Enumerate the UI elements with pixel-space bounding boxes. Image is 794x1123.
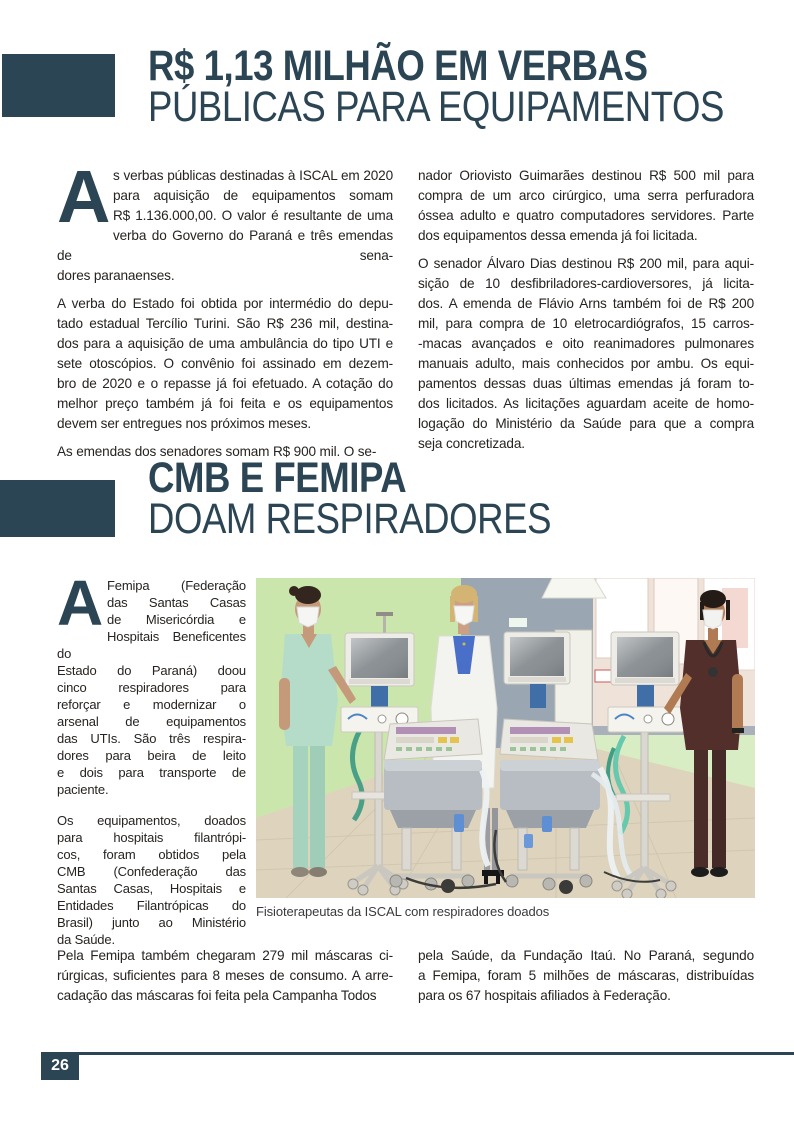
text-line: dores para beira de leito [57,748,246,763]
text-line: mil, para compra de 10 eletrocardiógrafos, 15 carros- [418,316,754,331]
text-line: Os equipamentos, doados [57,813,246,828]
paragraph [57,946,393,1006]
text-line: rúrgicas, suficientes para 8 meses de consumo. A arre- [57,968,393,983]
article1-title [148,42,794,131]
text-line: das Santas Casas [107,595,246,610]
photo-caption: Fisioterapeutas da ISCAL com respiradores doados [256,904,550,919]
article1-title-line2-text: PÚBLICAS PARA EQUIPAMENTOS [148,83,724,131]
text-line: cinco respiradores para [57,680,246,695]
paragraph [57,155,393,286]
text-line: cadação das máscaras foi feita pela Campanha Todos [57,988,377,1003]
text-line: As emendas dos senadores somam R$ 900 mil. O se- [57,444,377,459]
text-line: manuais adulto, mais conhecidos por ambu. Os equi- [418,356,754,371]
paragraph [418,254,754,454]
article1-column-2 [418,166,754,462]
article2-title [148,454,622,543]
text-line: Entidades Filantrópicas do [57,898,246,913]
photo-illustration [256,578,755,898]
text-line: Hospitais Beneficentes do [57,629,246,661]
text-line: e dois para transporte de [57,765,246,780]
text-line: reforçar e modernizar o [57,697,246,712]
article2-title-line2-text: DOAM RESPIRADORES [148,495,552,543]
article2-title-line2 [148,495,622,543]
article2-title-line1-text: CMB E FEMIPA [148,454,407,502]
text-line: de Misericórdia e [107,612,246,627]
text-line: compra de um arco cirúrgico, uma serra perfuradora [418,188,754,203]
text-line: O senador Álvaro Dias destinou R$ 200 mil, para aqui- [418,256,754,271]
article1-title-line1 [148,42,794,90]
text-line: R$ 1.136.000,00. O valor é resultante de uma [113,208,393,223]
text-line: CMB (Confederação das [57,864,246,879]
article2-title-line1 [148,454,622,502]
text-line: pamentos dessas duas últimas emendas já foram to- [418,376,754,391]
paragraph [418,946,754,1006]
article2-bottom-body [57,946,754,1006]
text-line: dos. A emenda de Flávio Arns também foi de R$ 200 [418,296,754,311]
article2-body [57,567,246,948]
text-line: para os 67 hospitais afiliados à Federação. [418,988,671,1003]
text-line: arsenal de equipamentos [57,714,246,729]
text-line: dores paranaenses. [57,268,175,283]
text-line: Brasil) junto ao Ministério [57,915,246,930]
text-line: óssea adulto e quatro computadores servidores. Parte [418,208,754,223]
text-line: dos licitados. As licitações aguardam aceite de homo- [418,396,754,411]
paragraph [57,812,246,948]
dropcap-letter: A [57,155,111,238]
article1-body [57,155,754,462]
article1-title-line2 [148,83,794,131]
text-line: sição de 10 desfibriladores-cardioversores, já licita- [418,276,754,291]
text-line: A verba do Estado foi obtida por intermédio do depu- [57,296,393,311]
text-line: paciente. [57,782,109,797]
page-number-badge [41,1052,79,1080]
text-line: bro de 2020 e o repasse já foi efetuado. A cotação do [57,376,393,391]
text-line: sete otoscópios. O convênio foi assinado em dezem- [57,356,393,371]
paragraph [57,294,393,434]
dropcap-letter: A [57,567,104,639]
text-line: Pela Femipa também chegaram 279 mil máscaras ci- [57,948,393,963]
text-line: Estado do Paraná) doou [57,663,246,678]
text-line: Santas Casas, Hospitais e [57,881,246,896]
text-line: a Femipa, foram 5 milhões de máscaras, distribuídas [418,968,754,983]
footer-rule [41,1052,794,1055]
bottom-column-1 [57,946,393,1006]
text-line: s verbas públicas destinadas à ISCAL em 2020 [113,168,393,183]
article1-title-line1-text: R$ 1,13 MILHÃO EM VERBAS [148,42,648,90]
text-line: seja concretizada. [418,436,525,451]
page-number: 26 [51,1057,69,1074]
text-line: logação do Ministério da Saúde para que a compra [418,416,754,431]
paragraph [57,567,246,798]
text-line: das UTIs. São três respira- [57,731,246,746]
bottom-column-2 [418,946,754,1006]
text-line: da Saúde. [57,932,115,947]
text-line: devem ser entregues nos próximos meses. [57,416,312,431]
paragraph [418,166,754,246]
article1-column-1 [57,155,393,462]
text-line: -macas avançados e oito reanimadores pulmonares [418,336,754,351]
text-line: Femipa (Federação [107,578,246,593]
text-line: para hospitais filantrópi- [57,830,246,845]
text-line: melhor preço também já foi feita e os equipamentos [57,396,393,411]
title-accent-block-1 [2,54,115,117]
text-line: dos equipamentos dessa emenda já foi licitada. [418,228,698,243]
text-line: para aquisição de equipamentos somam [113,188,393,203]
text-line: tado estadual Tercílio Turini. São R$ 236 mil, destina- [57,316,393,331]
text-line: pela Saúde, da Fundação Itaú. No Paraná, segundo [418,948,754,963]
text-line: cos, foram obtidos pela [57,847,246,862]
text-line: nador Oriovisto Guimarães destinou R$ 500 mil para [418,168,754,183]
text-line: dos para a aquisição de uma ambulância do tipo UTI e [57,336,393,351]
donation-photo [256,578,755,898]
title-accent-block-2 [0,480,115,537]
text-line: verba do Governo do Paraná e três emendas de sena- [57,228,393,263]
